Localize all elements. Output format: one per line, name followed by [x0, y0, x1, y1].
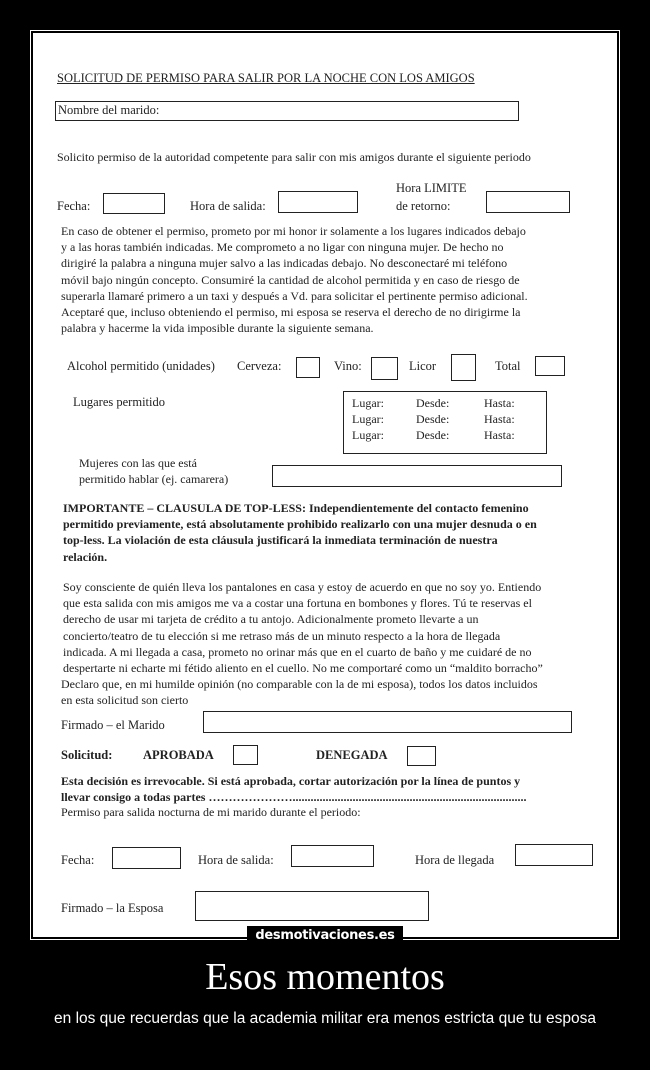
topless-clause [63, 500, 537, 565]
total-field[interactable] [535, 356, 565, 376]
decision-line: llevar consigo a todas partes ………………….............................................................................. [61, 790, 527, 805]
denied-label: DENEGADA [316, 748, 388, 762]
wine-label: Vino: [334, 359, 362, 373]
conscience-line: indicada. A mi llegada a casa, prometo no orinar más que en el cuarto de baño y me cuidaré de no [63, 644, 532, 659]
place-cell: Lugar: [352, 412, 384, 426]
bottom-date-field[interactable] [112, 847, 181, 869]
declaration-paragraph [61, 676, 538, 708]
caption-subtitle: en los que recuerdas que la academia militar era menos estricta que tu esposa [54, 1010, 596, 1027]
promise-line: y a las horas también indicadas. Me comprometo a no ligar con ninguna mujer. De hecho no [61, 240, 504, 255]
places-label: Lugares permitido [73, 395, 165, 409]
clause-line: top-less. La violación de esta cláusula justificará la inmediata terminación de nuestra [63, 533, 498, 548]
from-cell: Desde: [416, 396, 450, 410]
places-table [343, 391, 547, 454]
bottom-departure-field[interactable] [291, 845, 374, 867]
approved-label: APROBADA [143, 748, 214, 762]
liquor-label: Licor [409, 359, 437, 373]
declaration-line: Declaro que, en mi humilde opinión (no comparable con la de mi esposa), todos los datos incluidos [61, 677, 538, 691]
arrival-field[interactable] [515, 844, 593, 866]
clause-line: permitido previamente, está absolutamente prohibido realizarlo con una mujer desnuda o en [63, 517, 537, 532]
to-cell: Hasta: [484, 412, 515, 426]
limit-label-line2: de retorno: [396, 199, 451, 213]
conscience-line: concierto/teatro de tu elección si me retraso más de un minuto respecto a la hora de llegada [63, 628, 501, 643]
allowed-women-field[interactable] [272, 465, 562, 487]
night-permit-label: Permiso para salida nocturna de mi marido durante el periodo: [61, 805, 361, 819]
husband-signature-field[interactable] [203, 711, 572, 733]
total-label: Total [495, 359, 521, 373]
husband-name-label: Nombre del marido: [58, 103, 160, 117]
place-cell: Lugar: [352, 396, 384, 410]
departure-label: Hora de salida: [190, 199, 266, 213]
promise-line: móvil bajo ningún concepto. Consumiré la cantidad de alcohol permitida y en caso de riesgo de [61, 272, 520, 287]
husband-signature-label: Firmado – el Marido [61, 718, 165, 732]
caption-title: Esos momentos [205, 956, 445, 998]
bottom-date-label: Fecha: [61, 853, 95, 867]
promise-line: Aceptaré que, incluso obteniendo el permiso, mi esposa se reserva el derecho de no dirigirme la [61, 305, 521, 320]
limit-return-field[interactable] [486, 191, 570, 213]
conscience-line: Soy consciente de quién lleva los pantalones en casa y estoy de acuerdo en que no soy yo. Entiendo [63, 580, 542, 594]
promise-paragraph [61, 223, 528, 336]
conscience-line: despertarte ni echarte mi fétido aliento en el cuello. No me comportaré como un “maldito borracho” [63, 661, 543, 676]
departure-field[interactable] [278, 191, 358, 213]
limit-label-line1: Hora LIMITE [396, 181, 467, 195]
alcohol-label: Alcohol permitido (unidades) [67, 359, 215, 373]
promise-line: En caso de obtener el permiso, prometo por mi honor ir solamente a los lugares indicados debajo [61, 224, 526, 238]
date-label: Fecha: [57, 199, 91, 213]
to-cell: Hasta: [484, 396, 515, 410]
from-cell: Desde: [416, 428, 450, 442]
denied-checkbox[interactable] [407, 746, 436, 766]
beer-field[interactable] [296, 357, 320, 378]
request-label: Solicitud: [61, 748, 113, 762]
from-cell: Desde: [416, 412, 450, 426]
husband-name-field[interactable] [55, 101, 519, 121]
promise-line: dirigiré la palabra a ninguna mujer salvo a las indicadas debajo. No desconectaré mi teléfono [61, 256, 508, 271]
clause-line: relación. [63, 549, 108, 564]
conscience-line: derecho de usar mi tarjeta de crédito a tu antojo. Adicionalmente prometo llevarte a un [63, 612, 479, 627]
approved-checkbox[interactable] [233, 745, 258, 765]
beer-label: Cerveza: [237, 359, 282, 373]
arrival-label: Hora de llegada [415, 853, 495, 867]
site-logo[interactable] [0, 926, 650, 945]
wife-signature-field[interactable] [195, 891, 429, 921]
promise-line: superarla llamaré primero a un taxi y después a Vd. para solicitar el pertinente permiso adicional. [61, 288, 528, 303]
liquor-field[interactable] [451, 354, 476, 381]
wine-field[interactable] [371, 357, 398, 380]
women-label-line2: permitido hablar (ej. camarera) [79, 472, 229, 486]
wife-signature-label: Firmado – la Esposa [61, 901, 164, 915]
clause-line: IMPORTANTE – CLAUSULA DE TOP-LESS: Independientemente del contacto femenino [63, 501, 529, 515]
date-field[interactable] [103, 193, 165, 214]
request-text: Solicito permiso de la autoridad competente para salir con mis amigos durante el siguiente periodo [57, 150, 531, 164]
bottom-departure-label: Hora de salida: [198, 853, 274, 867]
promise-line: palabra y hacerme la vida imposible durante la siguiente semana. [61, 321, 374, 336]
women-label-line1: Mujeres con las que está [79, 456, 197, 470]
permission-form [33, 33, 617, 937]
form-title: SOLICITUD DE PERMISO PARA SALIR POR LA NOCHE CON LOS AMIGOS [57, 71, 475, 85]
decision-note [61, 773, 526, 805]
declaration-line: en esta solicitud son cierto [61, 693, 189, 708]
conscience-paragraph [63, 579, 543, 676]
decision-line: Esta decisión es irrevocable. Si está aprobada, cortar autorización por la línea de puntos y [61, 774, 521, 788]
conscience-line: que esta salida con mis amigos me va a costar una fortuna en bombones y flores. Tú te reservas el [63, 596, 532, 611]
site-logo-text: desmotivaciones.es [247, 926, 402, 945]
place-cell: Lugar: [352, 428, 384, 442]
to-cell: Hasta: [484, 428, 515, 442]
